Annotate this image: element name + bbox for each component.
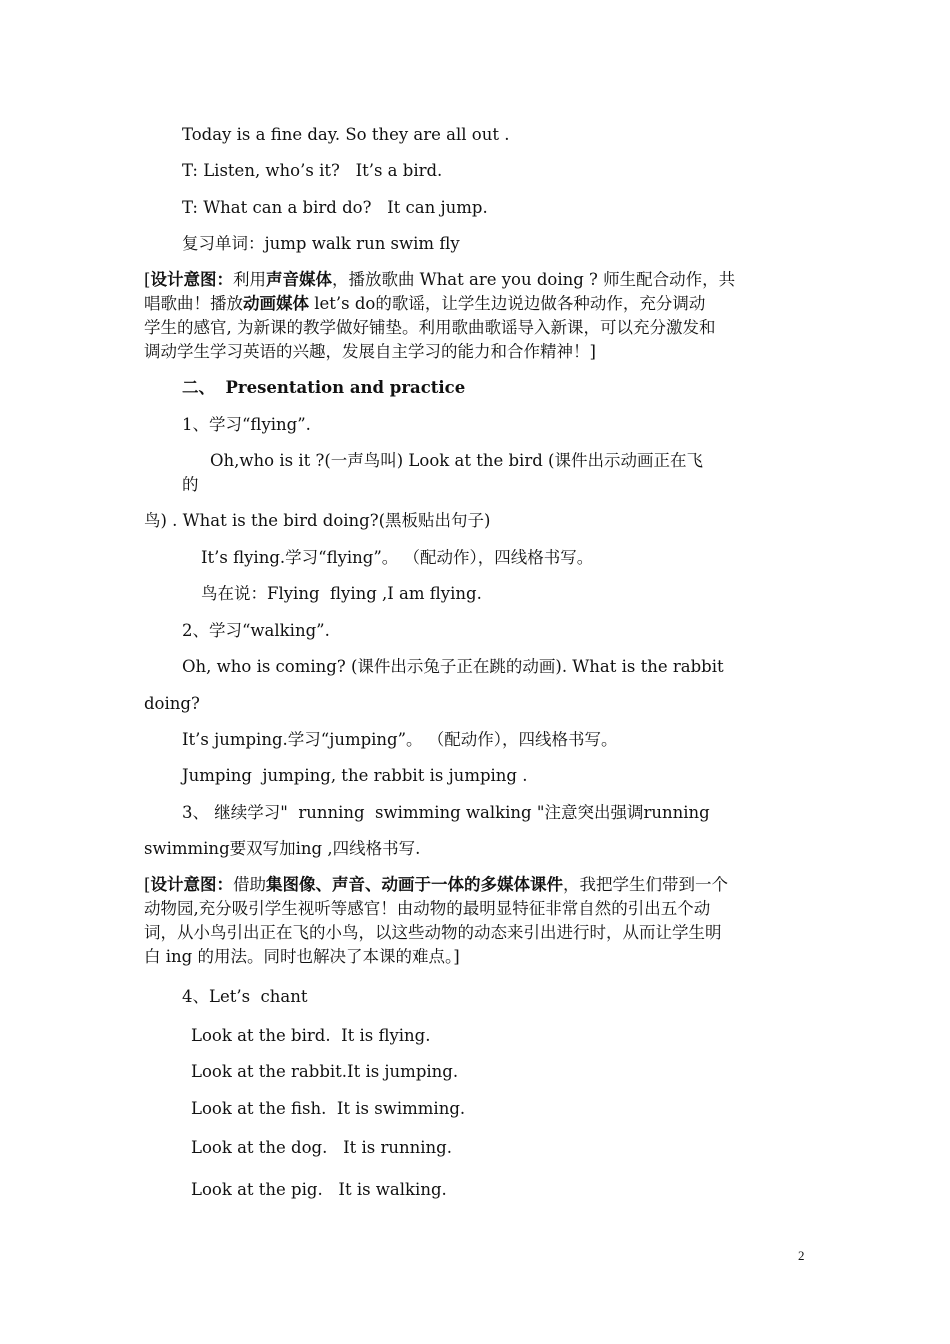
step-1-line-1-wrap: 的: [182, 475, 199, 494]
step-3-line-1: 3、 继续学习" running swimming walking "注意突出强调running: [182, 803, 710, 822]
chant-line: Look at the dog. It is running.: [191, 1138, 452, 1157]
chant-line: Look at the pig. It is walking.: [191, 1180, 447, 1199]
section-number: 二、: [182, 378, 215, 397]
intro-line-1: Today is a fine day. So they are all out .: [182, 125, 510, 144]
note-2-row-1: [设计意图：借助集图像、声音、动画于一体的多媒体课件，我把学生们带到一个: [144, 875, 728, 894]
step-2-line-2: It’s jumping.学习“jumping”。 （配动作），四线格书写。: [182, 730, 618, 749]
page-number: 2: [798, 1248, 805, 1263]
step-1-heading: 1、学习“flying”.: [182, 415, 311, 434]
note-2-row-3: 词，从小鸟引出正在飞的小鸟，以这些动物的动态来引出进行时，从而让学生明: [144, 923, 722, 942]
note-2-label: 设计意图：: [150, 875, 233, 894]
note-1-label: 设计意图：: [150, 270, 233, 289]
step-1-line-3: It’s flying.学习“flying”。 （配动作），四线格书写。: [201, 548, 594, 567]
step-1-line-1: Oh,who is it ?(一声鸟叫) Look at the bird (课件出示动画正在飞: [210, 451, 703, 470]
step-2-line-3: Jumping jumping, the rabbit is jumping .: [182, 766, 528, 785]
note-2-row-4: 白 ing 的用法。同时也解决了本课的难点。]: [144, 947, 460, 966]
intro-line-3: T: What can a bird do? It can jump.: [182, 198, 488, 217]
chant-line: Look at the rabbit.It is jumping.: [191, 1062, 459, 1081]
section-heading: [182, 377, 465, 399]
step-2-line-1: Oh, who is coming? (课件出示兔子正在跳的动画). What is the rabbit: [182, 657, 724, 676]
note-1-row-3: 学生的感官, 为新课的教学做好铺垫。利用歌曲歌谣导入新课，可以充分激发和: [144, 318, 716, 337]
chant-line: Look at the fish. It is swimming.: [191, 1099, 466, 1118]
note-1-row-4: 调动学生学习英语的兴趣，发展自主学习的能力和合作精神！]: [144, 342, 596, 361]
step-1-line-2: 鸟) . What is the bird doing?(黑板贴出句子): [144, 511, 491, 530]
design-intent-note-2: [144, 873, 808, 969]
step-1-line-4: 鸟在说：Flying flying ,I am flying.: [201, 584, 482, 603]
note-1-row-2: 唱歌曲！播放动画媒体 let’s do的歌谣，让学生边说边做各种动作，充分调动: [144, 294, 706, 313]
intro-line-2: T: Listen, who’s it? It’s a bird.: [182, 161, 443, 180]
step-4-heading: 4、Let’s chant: [182, 987, 308, 1006]
chant-line: Look at the bird. It is flying.: [191, 1026, 431, 1045]
intro-line-4: 复习单词：jump walk run swim fly: [182, 234, 460, 253]
step-2-heading: 2、学习“walking”.: [182, 621, 330, 640]
note-2-row-2: 动物园,充分吸引学生视听等感官！由动物的最明显特征非常自然的引出五个动: [144, 899, 711, 918]
note-1-row-1: [设计意图：利用声音媒体，播放歌曲 What are you doing ? 师生配合动作，共: [144, 270, 736, 289]
section-title: Presentation and practice: [225, 378, 466, 397]
design-intent-note-1: [144, 268, 808, 364]
step-2-line-1-wrap: doing?: [144, 694, 200, 713]
step-3-line-2: swimming要双写加ing ,四线格书写.: [144, 839, 421, 858]
